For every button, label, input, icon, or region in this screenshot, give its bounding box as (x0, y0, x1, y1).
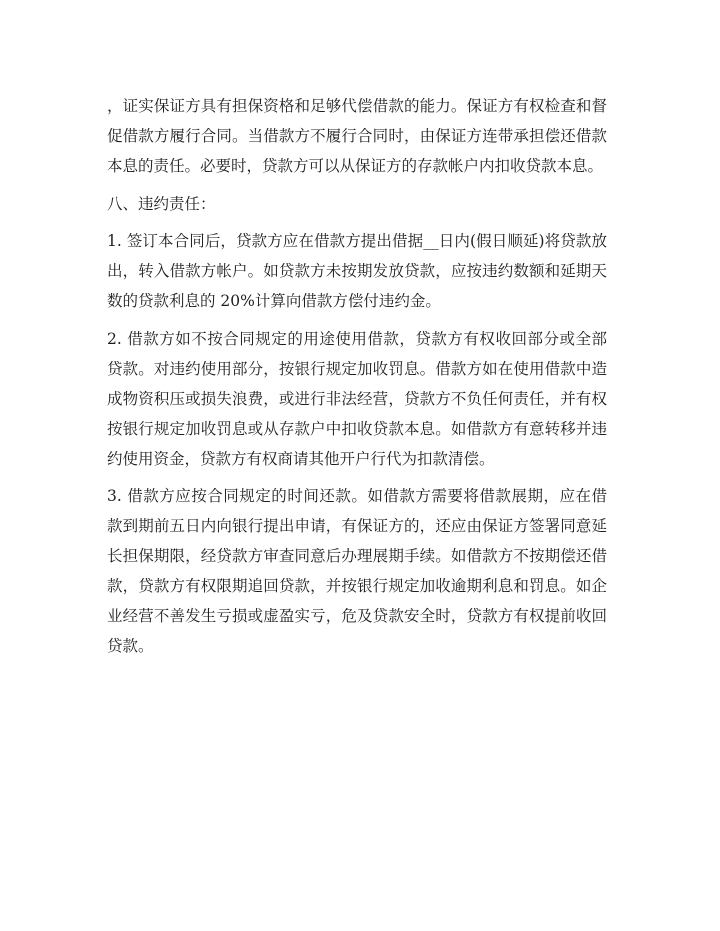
clause-1-loan-disbursement: 1. 签订本合同后，贷款方应在借款方提出借据__日内(假日顺延)将贷款放出，转入借款方帐户。如贷款方未按期发放贷款，应按违约数额和延期天数的贷款利息的 20%计算向借款方偿付违约金。 (107, 232, 607, 310)
clause-2-loan-use: 2. 借款方如不按合同规定的用途使用借款，贷款方有权收回部分或全部贷款。对违约使用部分，按银行规定加收罚息。借款方如在使用借款中造成物资积压或损失浪费，或进行非法经营，贷款方不负任何责任，并有权按银行规定加收罚息或从存款户中扣收贷款本息。如借款方有意转移并违约使用资金，贷款方有权商请其他开户行代为扣款清偿。 (107, 329, 607, 468)
paragraph-guarantor-duties: ，证实保证方具有担保资格和足够代偿借款的能力。保证方有权检查和督促借款方履行合同。当借款方不履行合同时，由保证方连带承担偿还借款本息的责任。必要时，贷款方可以从保证方的存款帐户内扣收贷款本息。 (107, 97, 607, 175)
section-heading-breach-liability: 八、违约责任： (107, 194, 216, 213)
clause-3-repayment: 3. 借款方应按合同规定的时间还款。如借款方需要将借款展期，应在借款到期前五日内向银行提出申请，有保证方的，还应由保证方签署同意延长担保期限，经贷款方审查同意后办理展期手续。如借款方不按期偿还借款，贷款方有权限期追回贷款，并按银行规定加收逾期利息和罚息。如企业经营不善发生亏损或虚盈实亏，危及贷款安全时，贷款方有权提前收回贷款。 (107, 487, 607, 655)
document-body (107, 91, 607, 661)
